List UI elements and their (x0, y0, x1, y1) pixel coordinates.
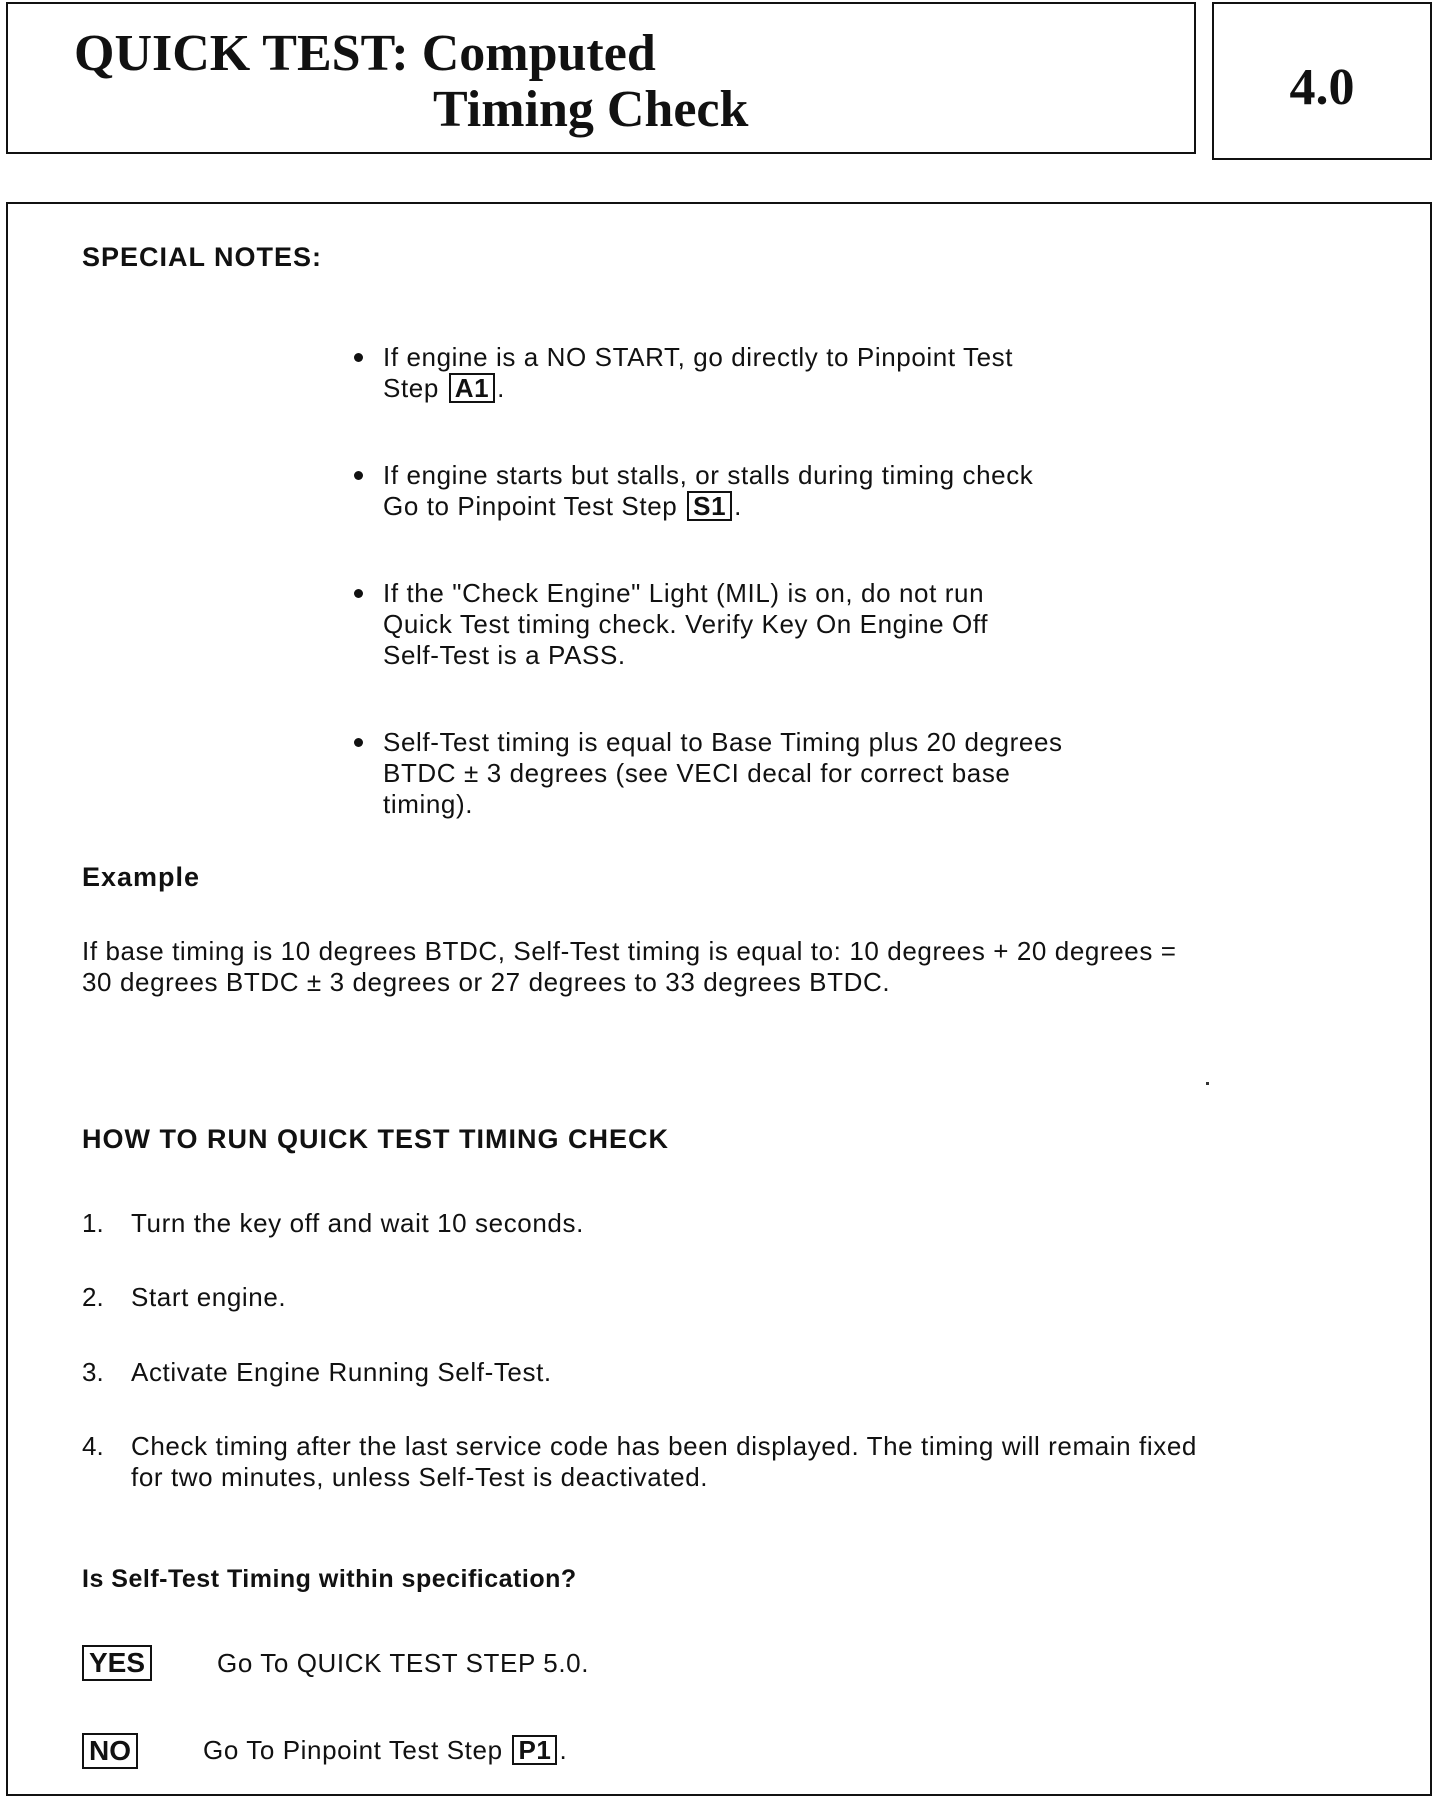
step-1-number: 1. (82, 1208, 104, 1238)
special-note-1 (383, 342, 1013, 404)
step-3-number: 3. (82, 1357, 104, 1387)
period: . (559, 1735, 568, 1765)
step-s1-link[interactable]: S1 (687, 491, 732, 521)
special-note-3-line2: Quick Test timing check. Verify Key On Engine Off (383, 609, 989, 639)
special-note-2-line2 (383, 491, 1033, 522)
special-note-3 (383, 578, 988, 671)
special-note-2 (383, 460, 1033, 522)
page-title-line2: Timing Check (433, 81, 749, 138)
step-2-text: Start engine. (131, 1282, 287, 1312)
step-4-line2: for two minutes, unless Self-Test is deactivated. (131, 1462, 709, 1492)
period: . (497, 373, 505, 403)
step-4-line1: Check timing after the last service code has been displayed. The timing will remain fixed (131, 1431, 1197, 1461)
step-2-number: 2. (82, 1282, 104, 1312)
step-4-text (131, 1431, 1197, 1493)
bullet-icon (354, 738, 363, 747)
bullet-icon (354, 589, 363, 598)
example-line1: If base timing is 10 degrees BTDC, Self-Test timing is equal to: 10 degrees + 20 degrees = (82, 936, 1177, 966)
special-note-1-line2 (383, 373, 1013, 404)
example-line2: 30 degrees BTDC ± 3 degrees or 27 degrees to 33 degrees BTDC. (82, 967, 891, 997)
period: . (734, 491, 742, 521)
special-note-1-line1: If engine is a NO START, go directly to Pinpoint Test (383, 342, 1014, 372)
step-number: 4.0 (1289, 59, 1355, 116)
example-text (82, 936, 1177, 998)
how-to-heading: HOW TO RUN QUICK TEST TIMING CHECK (82, 1124, 669, 1154)
no-action-text (203, 1735, 567, 1766)
no-action-label: Go To Pinpoint Test Step (203, 1735, 503, 1765)
yes-action-text: Go To QUICK TEST STEP 5.0. (217, 1648, 590, 1678)
step-1-text: Turn the key off and wait 10 seconds. (131, 1208, 584, 1238)
bullet-icon (354, 471, 363, 480)
no-answer-tag[interactable]: NO (82, 1733, 138, 1769)
special-note-2-line1: If engine starts but stalls, or stalls during timing check (383, 460, 1034, 490)
content-box (6, 202, 1432, 1796)
special-note-3-line1: If the "Check Engine" Light (MIL) is on, do not run (383, 578, 985, 608)
step-a1-link[interactable]: A1 (449, 373, 495, 403)
special-note-2-text: Go to Pinpoint Test Step (383, 491, 678, 521)
print-speck (1206, 1082, 1209, 1085)
special-note-4 (383, 727, 1063, 820)
bullet-icon (354, 353, 363, 362)
spec-question: Is Self-Test Timing within specification? (82, 1565, 577, 1593)
page-title-line1: QUICK TEST: Computed (74, 25, 656, 82)
special-note-4-line3: timing). (383, 789, 474, 819)
special-note-4-line2: BTDC ± 3 degrees (see VECI decal for correct base (383, 758, 1011, 788)
special-notes-heading: SPECIAL NOTES: (82, 242, 323, 272)
example-heading: Example (82, 862, 201, 892)
step-4-number: 4. (82, 1431, 104, 1461)
special-note-3-line3: Self-Test is a PASS. (383, 640, 626, 670)
special-note-4-line1: Self-Test timing is equal to Base Timing plus 20 degrees (383, 727, 1063, 757)
yes-answer-tag[interactable]: YES (82, 1645, 152, 1681)
step-number-box (1212, 2, 1432, 160)
step-p1-link[interactable]: P1 (512, 1735, 557, 1765)
step-3-text: Activate Engine Running Self-Test. (131, 1357, 552, 1387)
special-note-1-text: Step (383, 373, 439, 403)
title-box (6, 2, 1196, 154)
